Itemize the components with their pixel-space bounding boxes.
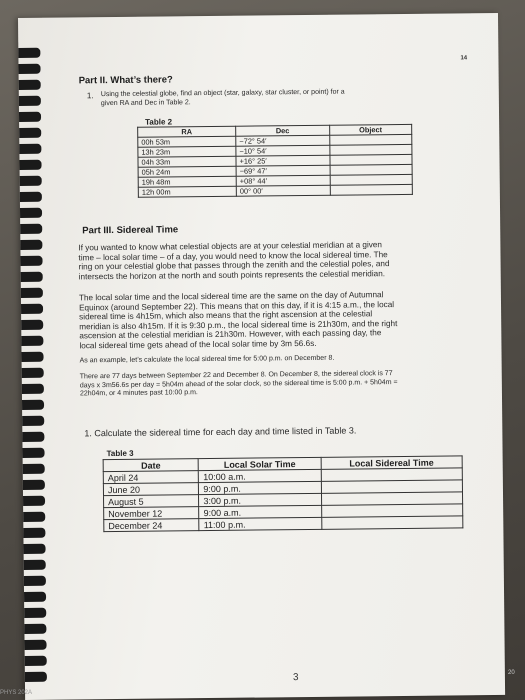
text-line: meridian is also 4h15m. If it is 9:30 p.m., the local sidereal time is 21h30m, and the right: [79, 318, 398, 332]
binding-ring: [19, 128, 41, 138]
table3-body: [103, 468, 463, 532]
table-cell: −72° 54′: [236, 135, 330, 146]
part2-title: Part II. What’s there?: [78, 74, 173, 87]
table-cell: April 24: [103, 471, 198, 484]
table-cell: 9:00 a.m.: [199, 505, 321, 518]
table-cell: [321, 516, 462, 529]
footer-page-number: 3: [292, 672, 299, 684]
binding-ring: [24, 544, 46, 554]
binding-ring: [19, 144, 41, 154]
column-header: Local Sidereal Time: [321, 456, 462, 469]
table-cell: 9:00 p.m.: [199, 481, 321, 494]
table-cell: November 12: [104, 507, 199, 520]
table3-caption: Table 3: [106, 448, 134, 459]
column-header: RA: [138, 126, 236, 137]
table-cell: 19h 48m: [138, 176, 236, 187]
binding-ring: [21, 320, 43, 330]
part2-instruction-1: Using the celestial globe, find an object (star, galaxy, star cluster, or point) for a: [100, 88, 345, 99]
binding-ring: [19, 112, 41, 122]
table-row: [138, 184, 412, 197]
table-cell: 3:00 p.m.: [199, 493, 321, 506]
binding-ring: [22, 400, 44, 410]
worksheet-page: [18, 13, 505, 700]
binding-ring: [24, 592, 46, 602]
edge-number: 20: [508, 670, 515, 676]
binding-ring: [25, 672, 47, 682]
binding-ring: [19, 96, 41, 106]
text-line: There are 77 days between September 22 and December 8. On December 8, the sidereal clock is 77: [79, 370, 393, 381]
text-line: 22h04m, or 4 minutes past 10:00 p.m.: [79, 389, 198, 398]
column-header: Dec: [236, 125, 330, 136]
table-cell: −10° 54′: [236, 145, 330, 156]
binding-ring: [20, 208, 42, 218]
binding-ring: [22, 384, 44, 394]
binding-ring: [20, 256, 42, 266]
text-line: ascension at the celestial meridian is 21h30m. However, with each passing day, the: [79, 328, 382, 341]
table2-body: [138, 134, 413, 197]
table-cell: 00h 53m: [138, 136, 236, 147]
table-cell: +08° 44′: [236, 175, 330, 186]
column-header: Date: [103, 459, 198, 472]
binding-ring: [19, 160, 41, 170]
table-cell: 04h 33m: [138, 156, 236, 167]
table3: [103, 455, 464, 532]
text-line: days x 3m56.6s per day = 5h04m ahead of the solar clock, so the sidereal time is 5:00 p.m. + 5h04m =: [79, 378, 398, 389]
text-line: local sidereal time gets ahead of the local solar time by 3m 56.6s.: [79, 338, 317, 351]
text-line: The local solar time and the local sidereal time are the same on the day of Autumnal: [78, 290, 384, 303]
question-1: 1. Calculate the sidereal time for each day and time listed in Table 3.: [84, 425, 357, 439]
part3-title: Part III. Sidereal Time: [82, 224, 179, 237]
binding-ring: [19, 80, 41, 90]
binding-ring: [18, 64, 40, 74]
binding-ring: [25, 640, 47, 650]
text-line: ring on your celestial globe that passes through the zenith and the celestial poles, and: [78, 259, 390, 272]
paragraph-intro: [78, 239, 478, 282]
table2-caption: Table 2: [145, 117, 173, 127]
text-line: Equinox (around September 22). This means that on this day, if it is 4:15 a.m., the local: [78, 299, 395, 312]
table-cell: August 5: [104, 495, 199, 508]
example-line: As an example, let’s calculate the local sidereal time for 5:00 p.m. on December 8.: [79, 354, 335, 365]
table-cell: 10:00 a.m.: [199, 469, 321, 482]
table-cell: 13h 23m: [138, 146, 236, 157]
paragraph-equinox: [79, 289, 480, 351]
binding-ring: [21, 336, 43, 346]
binding-ring: [23, 496, 45, 506]
binding-ring: [23, 448, 45, 458]
binding-ring: [22, 416, 44, 426]
binding-ring: [23, 512, 45, 522]
table-cell: 05h 24m: [138, 166, 236, 177]
column-header: Object: [329, 124, 411, 135]
binding-ring: [22, 368, 44, 378]
text-line: time – local solar time – of a day, you would need to know the local sidereal time. The: [78, 249, 388, 262]
binding-ring: [21, 352, 43, 362]
binding-ring: [21, 288, 43, 298]
column-header: Local Solar Time: [198, 457, 320, 470]
binding-ring: [24, 624, 46, 634]
table-cell: +16° 25′: [236, 155, 330, 166]
table-cell: [330, 184, 412, 195]
table-cell: December 24: [104, 519, 199, 532]
binding-ring: [23, 480, 45, 490]
table-cell: 11:00 p.m.: [199, 517, 321, 530]
part2-item-number: 1.: [86, 91, 94, 101]
binding-ring: [21, 304, 43, 314]
paragraph-example: [80, 369, 490, 399]
binding-ring: [25, 656, 47, 666]
binding-ring: [20, 224, 42, 234]
binding-ring: [23, 528, 45, 538]
part2-instruction-2: given RA and Dec in Table 2.: [100, 99, 191, 108]
binding-ring: [22, 432, 44, 442]
text-line: If you wanted to know what celestial objects are at your celestial meridian at a given: [78, 240, 383, 253]
table-cell: June 20: [103, 483, 198, 496]
binding-ring: [20, 192, 42, 202]
binding-ring: [20, 176, 42, 186]
text-line: sidereal time is 4h15m, which also means that the right ascension at the celestial: [79, 309, 373, 322]
binding-ring: [21, 272, 43, 282]
page-number: 14: [460, 55, 468, 62]
course-stamp: PHYS 202A: [0, 690, 33, 696]
binding-ring: [24, 576, 46, 586]
binding-ring: [18, 48, 40, 58]
table-row: [104, 516, 463, 532]
table-cell: −69° 47′: [236, 165, 330, 176]
table-cell: 00° 00′: [236, 185, 330, 196]
binding-ring: [24, 608, 46, 618]
binding-ring: [23, 464, 45, 474]
text-line: intersects the horizon at the north and south points represents the celestial meridian.: [78, 268, 386, 282]
binding-ring: [20, 240, 42, 250]
table-cell: 12h 00m: [138, 186, 236, 197]
table2: [137, 124, 413, 198]
binding-ring: [24, 560, 46, 570]
